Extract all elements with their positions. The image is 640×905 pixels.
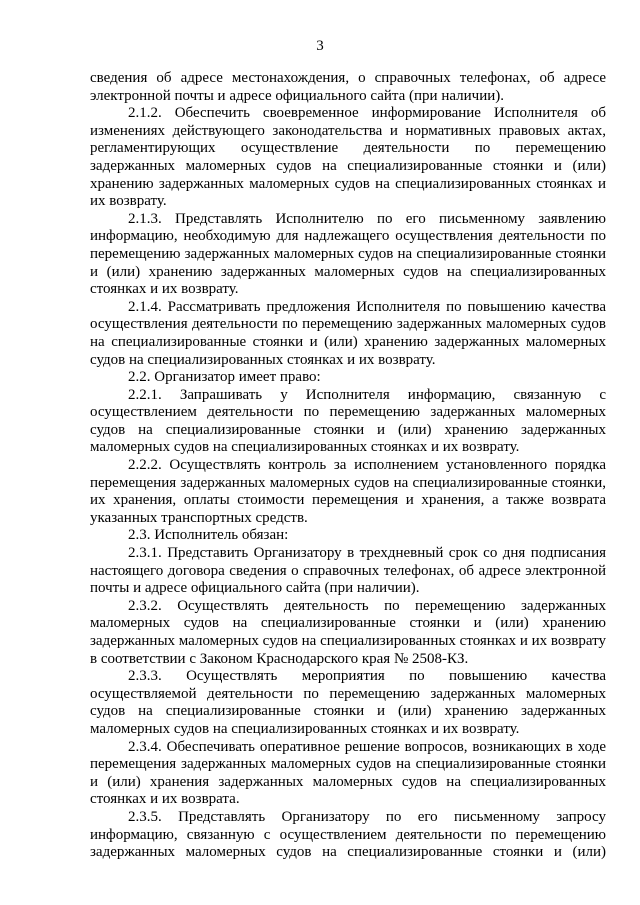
paragraph: 2.3.4. Обеспечивать оперативное решение вопросов, возникающих в ходе перемещения задержанных маломерных судов на специализированные стоянки и (или) хранения задержанных маломерных судов на специализированных стоянках и их возврата. xyxy=(90,738,606,808)
page-number: 3 xyxy=(316,38,324,54)
paragraph: 2.1.3. Представлять Исполнителю по его письменному заявлению информацию, необходимую для надлежащего осуществления деятельности по перемещению задержанных маломерных судов на специализированные стоянки и (или) хранению задержанных маломерных судов на специализированных стоянках и их возврату. xyxy=(90,210,606,298)
paragraph: сведения об адресе местонахождения, о справочных телефонах, об адресе электронной почты и адресе официального сайта (при наличии). xyxy=(90,70,606,104)
paragraph: 2.3.3. Осуществлять мероприятия по повышению качества осуществляемой деятельности по перемещению задержанных маломерных судов на специализированные стоянки и (или) хранению задержанных маломерных судов на специализированных стоянках и их возврату. xyxy=(90,668,606,737)
paragraph: 2.2.1. Запрашивать у Исполнителя информацию, связанную с осуществлением деятельности по перемещению задержанных маломерных судов на специализированные стоянки и (или) хранению задержанных маломерных судов на специализированных стоянках и их возврату. xyxy=(90,386,606,456)
paragraph: 2.3.1. Представить Организатору в трехдневный срок со дня подписания настоящего договора сведения о справочных телефонах, об адресе электронной почты и адресе официального сайта (при наличии). xyxy=(90,545,606,597)
paragraph: 2.3. Исполнитель обязан: xyxy=(128,527,289,544)
document-body xyxy=(90,70,606,862)
paragraph: 2.3.5. Представлять Организатору по его письменному запросу информацию, связанную с осуществлением деятельности по перемещению задержанных маломерных судов на специализированные стоянки и (или) xyxy=(90,808,606,861)
paragraph: 2.2. Организатор имеет право: xyxy=(128,369,321,386)
paragraph: 2.2.2. Осуществлять контроль за исполнением установленного порядка перемещения задержанных маломерных судов на специализированные стоянки, их хранения, оплаты стоимости перемещения и хранения, а также возврата указанных транспортных средств. xyxy=(90,457,606,526)
paragraph: 2.3.2. Осуществлять деятельность по перемещению задержанных маломерных судов на специализированные стоянки и (или) хранению задержанных маломерных судов на специализированных стоянках и их возврату в соответствии с Законом Краснодарского края № 2508-КЗ. xyxy=(90,597,606,667)
paragraph: 2.1.4. Рассматривать предложения Исполнителя по повышению качества осуществления деятельности по перемещению задержанных маломерных судов на специализированные стоянки и (или) хранению задержанных маломерных судов на специализированных стоянках и их возврату. xyxy=(90,298,606,368)
paragraph: 2.1.2. Обеспечить своевременное информирование Исполнителя об изменениях действующего законодательства и нормативных правовых актах, регламентирующих осуществление деятельности по перемещению задержанных маломерных судов на специализированные стоянки и (или) хранению задержанных маломерных судов на специализированных стоянках и их возврату. xyxy=(90,105,606,210)
